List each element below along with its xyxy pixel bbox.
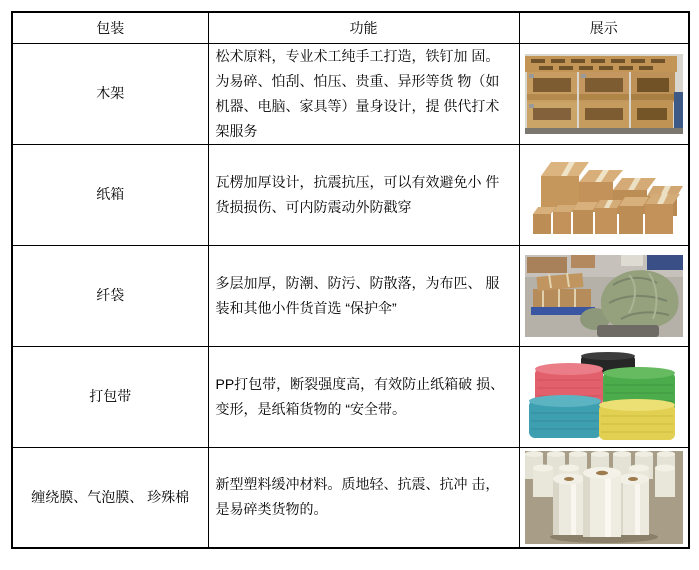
table-row-carton	[12, 144, 689, 245]
function-description: 多层加厚，防潮、防污、防散落，为布匹、 服装和其他小件货首选 “保护伞”	[208, 245, 519, 346]
col-header-function: 功能	[208, 12, 519, 43]
wooden-crates-photo	[525, 54, 683, 134]
wooden-crates-illustration	[525, 54, 683, 134]
function-description: 瓦楞加厚设计，抗震抗压，可以有效避免小 件货损损伤、可内防震动外防戳穿	[208, 144, 519, 245]
cardboard-boxes-photo	[525, 150, 683, 240]
packaging-name: 纤袋	[12, 245, 208, 346]
table-row-strapping	[12, 346, 689, 447]
display-photo-cell	[519, 43, 689, 144]
packaging-name: 纸箱	[12, 144, 208, 245]
cardboard-boxes-illustration	[525, 150, 683, 240]
function-description: 新型塑料缓冲材料。质地轻、抗震、抗冲 击，是易碎类货物的。	[208, 447, 519, 548]
display-photo-cell	[519, 245, 689, 346]
packaging-name: 木架	[12, 43, 208, 144]
display-photo-cell	[519, 346, 689, 447]
film-rolls-illustration	[525, 451, 683, 544]
fiber-bags-photo	[525, 255, 683, 337]
packaging-table-container	[11, 11, 690, 549]
table-row-fiber-bag	[12, 245, 689, 346]
packaging-name: 缠绕膜、气泡膜、 珍殊棉	[12, 447, 208, 548]
col-header-display: 展示	[519, 12, 689, 43]
header-row	[12, 12, 689, 43]
display-photo-cell	[519, 447, 689, 548]
col-header-packaging: 包装	[12, 12, 208, 43]
packaging-table	[11, 11, 690, 549]
display-photo-cell	[519, 144, 689, 245]
film-rolls-photo	[525, 451, 683, 544]
strap-rolls-photo	[525, 352, 683, 442]
strap-rolls-illustration	[525, 352, 683, 442]
packaging-name: 打包带	[12, 346, 208, 447]
function-description: PP打包带，断裂强度高，有效防止纸箱破 损、变形，是纸箱货物的 “安全带。	[208, 346, 519, 447]
table-row-wrap-film	[12, 447, 689, 548]
table-row-wooden-frame	[12, 43, 689, 144]
fiber-bags-illustration	[525, 255, 683, 337]
function-description: 松术原料，专业术工纯手工打造，铁钉加 固。为易碎、怕刮、怕压、贵重、异形等货 物（如机器、电脑、家具等）量身设计，提 供代打术架服务	[208, 43, 519, 144]
